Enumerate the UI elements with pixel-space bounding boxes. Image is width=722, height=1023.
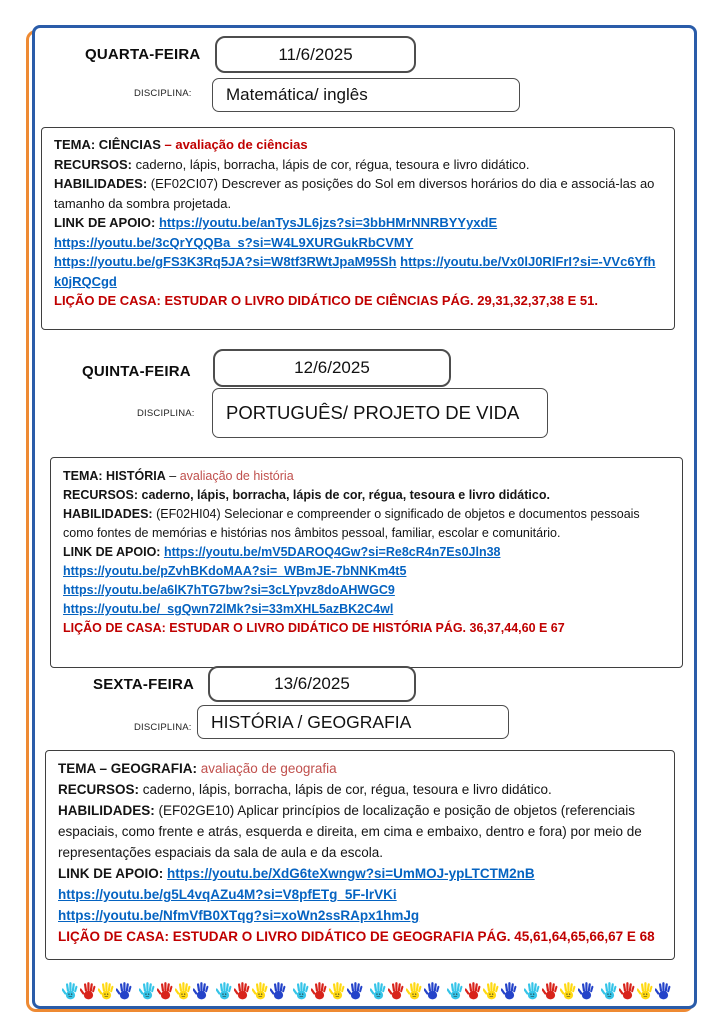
date-box-quinta xyxy=(213,349,451,387)
subject-box-sexta xyxy=(197,705,509,739)
youtube-link[interactable]: https://youtu.be/_sgQwn72lMk?si=33mXHL5azBK2C4wl xyxy=(63,602,394,616)
licao-de-casa-line: LIÇÃO DE CASA: ESTUDAR O LIVRO DIDÁTICO DE GEOGRAFIA PÁG. 45,61,64,65,66,67 E 68 xyxy=(58,929,655,944)
content-box-ciencias xyxy=(41,127,675,330)
tema-line: TEMA: HISTÓRIA – avaliação de história xyxy=(63,469,294,483)
link-line xyxy=(54,233,662,253)
hand-icon xyxy=(252,976,269,1005)
date-value: 12/6/2025 xyxy=(294,358,370,377)
youtube-link[interactable]: https://youtu.be/NfmVfB0XTqg?si=xoWn2ssRApx1hmJg xyxy=(58,908,420,923)
disciplina-label: DISCIPLINA: xyxy=(134,88,192,99)
subject-value: Matemática/ inglês xyxy=(226,85,368,104)
subject-value: PORTUGUÊS/ PROJETO DE VIDA xyxy=(226,402,520,423)
licao-de-casa-line: LIÇÃO DE CASA: ESTUDAR O LIVRO DIDÁTICO DE CIÊNCIAS PÁG. 29,31,32,37,38 E 51. xyxy=(54,293,598,308)
tema-line: TEMA: CIÊNCIAS – avaliação de ciências xyxy=(54,137,308,152)
link-line: LINK DE APOIO: https://youtu.be/anTysJL6jzs?si=3bbHMrNNRBYYyxdE xyxy=(54,215,498,230)
link-line xyxy=(63,581,670,600)
link-line xyxy=(63,600,670,619)
hand-icon xyxy=(501,976,518,1005)
youtube-link[interactable]: https://youtu.be/gFS3K3Rq5JA?si=W8tf3RWtJpaM95Sh xyxy=(54,254,397,269)
disciplina-label: DISCIPLINA: xyxy=(137,408,195,419)
date-box-quarta xyxy=(215,36,416,73)
disciplina-label: DISCIPLINA: xyxy=(134,722,192,733)
subject-value: HISTÓRIA / GEOGRAFIA xyxy=(211,711,412,732)
hand-icon xyxy=(234,976,251,1005)
hand-icon xyxy=(157,976,174,1005)
recursos-line: RECURSOS: caderno, lápis, borracha, lápis de cor, régua, tesoura e livro didático. xyxy=(58,782,552,797)
habilidades-line: HABILIDADES: (EF02HI04) Selecionar e compreender o significado de objetos e documentos pessoais como fontes de memórias e histórias nos âmbitos pessoal, familiar, escolar e comunitário. xyxy=(63,507,640,540)
youtube-link[interactable]: https://youtu.be/g5L4vqAZu4M?si=V8pfETg_5F-lrVKi xyxy=(58,887,397,902)
recursos-line: RECURSOS: caderno, lápis, borracha, lápis de cor, régua, tesoura e livro didático. xyxy=(63,488,550,502)
subject-box-quarta xyxy=(212,78,520,112)
link-line xyxy=(54,252,662,291)
youtube-link[interactable]: https://youtu.be/anTysJL6jzs?si=3bbHMrNNRBYYyxdE xyxy=(158,215,498,230)
hand-icon xyxy=(388,976,405,1005)
hand-icon xyxy=(270,976,287,1005)
hand-icon xyxy=(619,976,636,1005)
content-box-geografia xyxy=(45,750,675,960)
link-line: LINK DE APOIO: https://youtu.be/mV5DAROQ4Gw?si=Re8cR4n7Es0Jln38 xyxy=(63,545,501,559)
licao-de-casa-line: LIÇÃO DE CASA: ESTUDAR O LIVRO DIDÁTICO DE HISTÓRIA PÁG. 36,37,44,60 E 67 xyxy=(63,621,565,635)
hand-icon xyxy=(637,976,654,1005)
hand-icon xyxy=(406,976,423,1005)
hand-icon xyxy=(347,976,364,1005)
link-line: LINK DE APOIO: https://youtu.be/XdG6teXwngw?si=UmMOJ-ypLTCTM2nB xyxy=(58,866,535,881)
link-line xyxy=(58,884,662,905)
hand-icon xyxy=(524,976,541,1005)
hand-icon xyxy=(483,976,500,1005)
youtube-link[interactable]: https://youtu.be/3cQrYQQBa_s?si=W4L9XURGukRbCVMY xyxy=(54,234,414,250)
hand-icon xyxy=(560,976,577,1005)
hand-icon xyxy=(216,976,233,1005)
hand-icon xyxy=(293,976,310,1005)
hand-icon xyxy=(175,976,192,1005)
tema-red-text: avaliação de geografia xyxy=(200,761,337,776)
hand-icon xyxy=(311,976,328,1005)
hand-icon xyxy=(465,976,482,1005)
hand-icon xyxy=(139,976,156,1005)
hands-row xyxy=(62,974,662,1005)
link-line xyxy=(63,562,670,581)
hand-icon xyxy=(578,976,595,1005)
hand-icon xyxy=(98,976,115,1005)
date-value: 13/6/2025 xyxy=(274,674,350,693)
hand-icon xyxy=(542,976,559,1005)
date-box-sexta xyxy=(208,666,416,702)
content-box-historia xyxy=(50,457,683,668)
tema-red-text: avaliação de história xyxy=(179,469,294,483)
hand-icon xyxy=(655,976,672,1005)
day-label-quinta: QUINTA-FEIRA xyxy=(82,363,191,380)
link-line xyxy=(58,905,662,926)
tema-line: TEMA – GEOGRAFIA: avaliação de geografia xyxy=(58,761,337,776)
hand-icon xyxy=(370,976,387,1005)
youtube-link[interactable]: https://youtu.be/a6lK7hTG7bw?si=3cLYpvz8doAHWGC9 xyxy=(63,583,395,597)
date-value: 11/6/2025 xyxy=(278,44,353,64)
hand-icon xyxy=(116,976,133,1005)
tema-red-text: – avaliação de ciências xyxy=(164,137,308,152)
youtube-link[interactable]: https://youtu.be/XdG6teXwngw?si=UmMOJ-ypLTCTM2nB xyxy=(167,866,535,881)
hand-icon xyxy=(80,976,97,1005)
recursos-line: RECURSOS: caderno, lápis, borracha, lápis de cor, régua, tesoura e livro didático. xyxy=(54,156,530,172)
hand-icon xyxy=(193,976,210,1005)
youtube-link[interactable]: https://youtu.be/pZvhBKdoMAA?si=_WBmJE-7bNNKm4t5 xyxy=(63,564,407,578)
hand-icon xyxy=(601,976,618,1005)
hand-icon xyxy=(62,976,79,1005)
youtube-link[interactable]: https://youtu.be/Vx0lJ0RlFrI?si=-VVc6Yfhk0jRQCgd xyxy=(54,254,656,289)
hand-icon xyxy=(329,976,346,1005)
hand-icon xyxy=(424,976,441,1005)
youtube-link[interactable]: https://youtu.be/mV5DAROQ4Gw?si=Re8cR4n7Es0Jln38 xyxy=(163,545,501,559)
subject-box-quinta xyxy=(212,388,548,438)
hand-icon xyxy=(447,976,464,1005)
day-label-sexta: SEXTA-FEIRA xyxy=(93,676,195,693)
habilidades-line: HABILIDADES: (EF02GE10) Aplicar princípios de localização e posição de objetos (referenciais espaciais, como frente e atrás, esquerda e direita, em cima e embaixo, dentro e fora) por meio de representações espaciais da sala de aula e da escola. xyxy=(58,803,642,860)
habilidades-line: HABILIDADES: (EF02CI07) Descrever as posições do Sol em diversos horários do dia e associá-las ao tamanho da sombra projetada. xyxy=(54,176,655,211)
day-label-quarta: QUARTA-FEIRA xyxy=(85,46,201,63)
